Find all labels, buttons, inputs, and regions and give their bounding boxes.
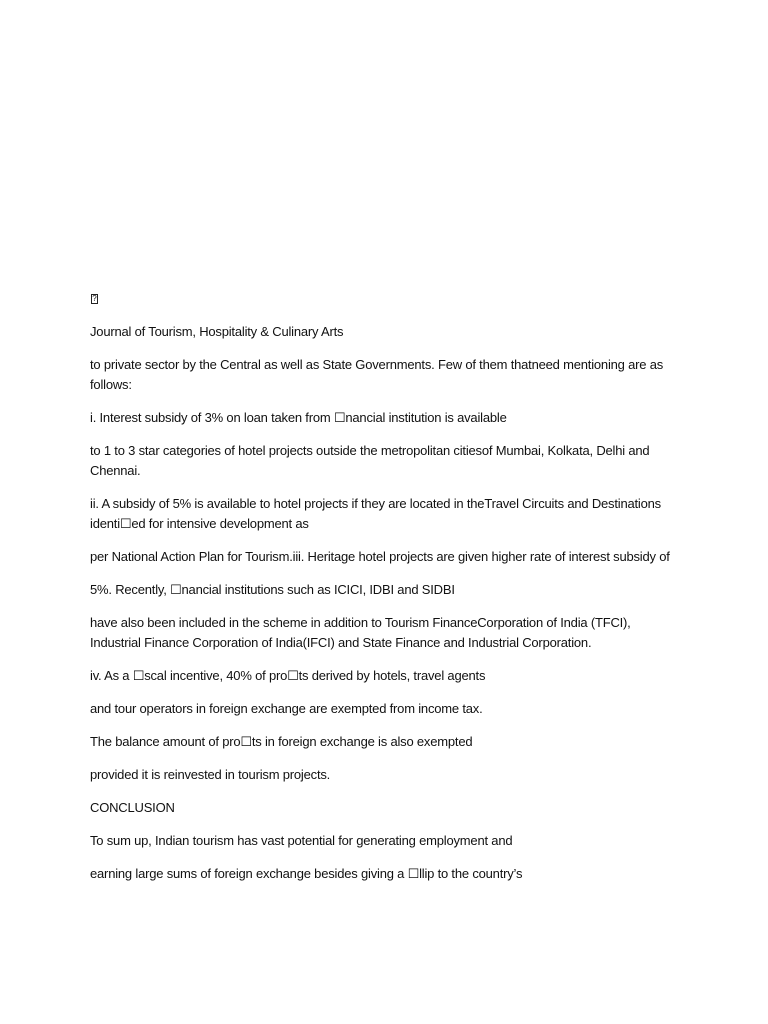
section-heading: CONCLUSION [90,800,175,815]
paragraph: 5%. Recently, ☐nancial institutions such as ICICI, IDBI and SIDBI [90,582,455,597]
paragraph: To sum up, Indian tourism has vast potential for generating employment and [90,833,513,848]
paragraph: have also been included in the scheme in addition to Tourism FinanceCorporation of India (TFCI), Industrial Finance Corporation of India(IFCI) and State Finance and Industrial Corporation. [90,615,631,650]
paragraph: provided it is reinvested in tourism projects. [90,767,331,782]
document-body [90,322,680,897]
missing-glyph-icon: ? [92,294,97,303]
paragraph: to 1 to 3 star categories of hotel projects outside the metropolitan citiesof Mumbai, Kolkata, Delhi and Chennai. [90,443,650,478]
paragraph: ii. A subsidy of 5% is available to hotel projects if they are located in theTravel Circuits and Destinations identi☐ed for intensive development as [90,496,661,531]
paragraph: to private sector by the Central as well as State Governments. Few of them thatneed mentioning are as follows: [90,357,664,392]
paragraph: The balance amount of pro☐ts in foreign exchange is also exempted [90,734,473,749]
paragraph: iv. As a ☐scal incentive, 40% of pro☐ts derived by hotels, travel agents [90,668,486,683]
paragraph: i. Interest subsidy of 3% on loan taken from ☐nancial institution is available [90,410,507,425]
journal-title: Journal of Tourism, Hospitality & Culinary Arts [90,324,344,339]
paragraph: and tour operators in foreign exchange are exempted from income tax. [90,701,483,716]
paragraph: per National Action Plan for Tourism.iii. Heritage hotel projects are given higher rate of interest subsidy of [90,549,670,564]
paragraph: earning large sums of foreign exchange besides giving a ☐llip to the country’s [90,866,523,881]
